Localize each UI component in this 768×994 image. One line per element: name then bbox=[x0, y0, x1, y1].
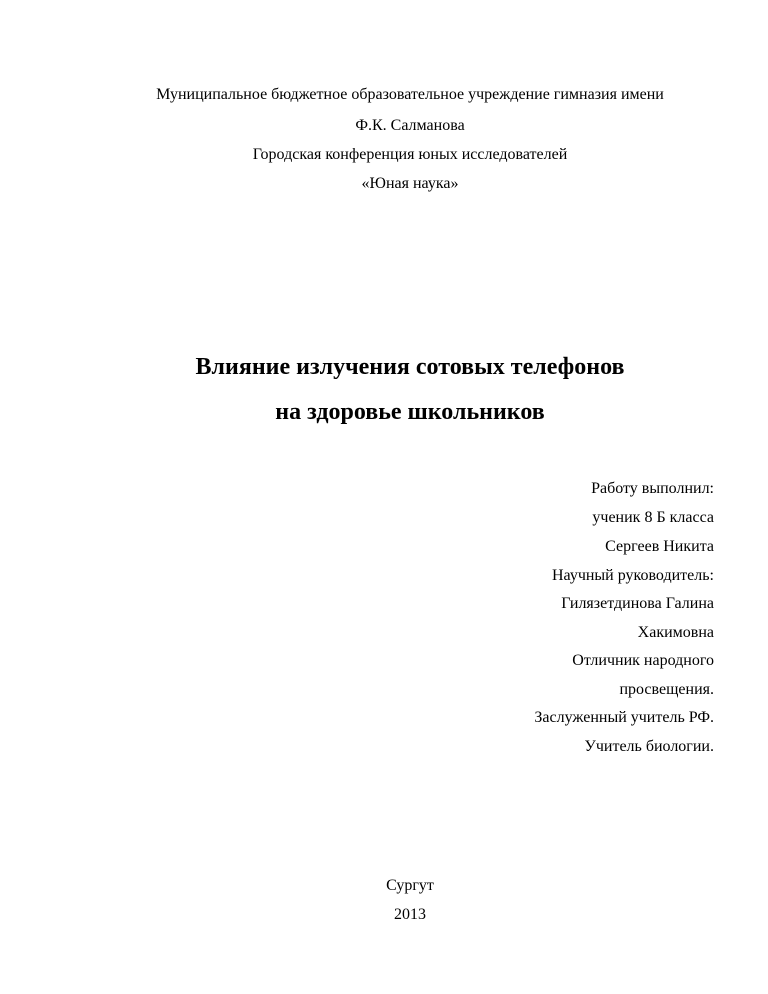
supervisor-honor: Заслуженный учитель РФ. bbox=[534, 709, 714, 726]
supervisor-name-line-1: Гилязетдинова Галина bbox=[561, 595, 714, 612]
author-class: ученик 8 Б класса bbox=[592, 509, 714, 526]
supervisor-name-line-2: Хакимовна bbox=[637, 624, 714, 641]
conference-line-2: «Юная наука» bbox=[361, 175, 459, 192]
supervisor-title-line-2: просвещения. bbox=[619, 681, 714, 698]
supervisor-position: Учитель биологии. bbox=[584, 738, 714, 755]
work-title-line-2: на здоровье школьников bbox=[275, 399, 545, 425]
work-title-line-1: Влияние излучения сотовых телефонов bbox=[195, 354, 625, 380]
supervisor-title-line-1: Отличник народного bbox=[572, 652, 714, 669]
year: 2013 bbox=[394, 906, 426, 923]
institution-line-2: Ф.К. Салманова bbox=[355, 117, 465, 134]
institution-line-1: Муниципальное бюджетное образовательное учреждение гимназия имени bbox=[156, 86, 664, 103]
author-name: Сергеев Никита bbox=[605, 538, 714, 555]
city: Сургут bbox=[386, 877, 434, 894]
conference-line-1: Городская конференция юных исследователей bbox=[252, 146, 568, 163]
supervisor-label: Научный руководитель: bbox=[551, 567, 714, 584]
author-label: Работу выполнил: bbox=[591, 480, 714, 497]
